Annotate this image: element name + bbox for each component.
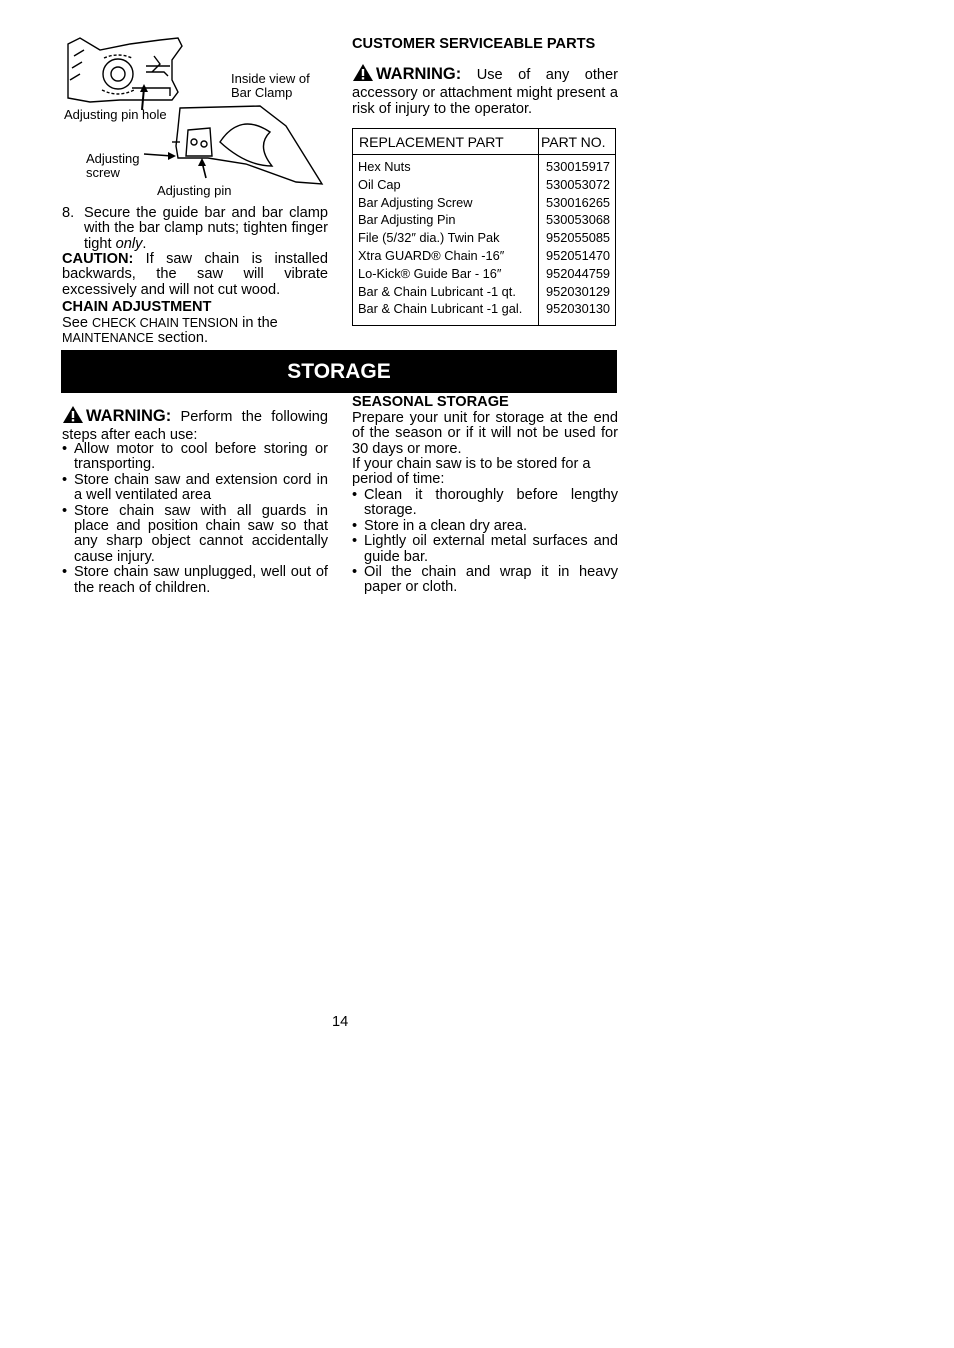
chain-adjustment-post: section. [153, 330, 209, 347]
list-item: • Clean it thoroughly before lengthy storage. [352, 488, 618, 519]
part-number: 530015917 [546, 159, 611, 174]
list-item: • Allow motor to cool before storing or transporting. [62, 442, 328, 473]
step-number: 8. [62, 205, 75, 221]
seasonal-storage-heading: SEASONAL STORAGE [352, 394, 509, 410]
storage-warning-label: WARNING: [86, 407, 172, 425]
parts-table-col-part: REPLACEMENT PART [359, 134, 504, 150]
figure-label-adjusting-pin: Adjusting pin [157, 183, 232, 198]
table-row [353, 212, 615, 230]
part-name: File (5/32″ dia.) Twin Pak [358, 230, 500, 246]
step-text [84, 206, 328, 252]
caution-label: CAUTION: [62, 251, 134, 267]
step-8 [62, 206, 328, 252]
part-number: 952030129 [546, 283, 611, 299]
table-row [353, 301, 615, 319]
step-text-emphasis: only [115, 235, 143, 252]
parts-table [352, 128, 616, 326]
seasonal-storage-paragraph-1: Prepare your unit for storage at the end of the season or if it will not be used for 30 days or more. [352, 410, 618, 457]
list-item: • Lightly oil external metal surfaces and guide bar. [352, 534, 618, 565]
list-item: • Store in a clean dry area. [352, 519, 618, 534]
part-number: 530053072 [546, 176, 611, 192]
step-text-end: . [142, 235, 147, 252]
part-name: Lo-Kick® Guide Bar - 16″ [358, 265, 502, 281]
chain-adjustment-text [62, 316, 328, 347]
parts-warning [352, 63, 618, 117]
table-row [353, 248, 615, 266]
part-number: 952030130 [546, 301, 611, 317]
parts-table-body [353, 159, 615, 319]
warning-icon [62, 405, 84, 428]
part-name: Xtra GUARD® Chain -16″ [358, 247, 505, 263]
table-row [353, 177, 615, 195]
table-row [353, 230, 615, 248]
caution-paragraph [62, 252, 328, 298]
figure-label-inside-view: Inside view of Bar Clamp [231, 71, 310, 100]
caution-text: If saw chain is installed backwards, the saw will vibrate excessively and will not cut wood. [62, 251, 328, 298]
chain-adjustment-heading: CHAIN ADJUSTMENT [62, 299, 212, 315]
parts-warning-label: WARNING: [376, 65, 462, 83]
part-name: Bar & Chain Lubricant -1 gal. [358, 301, 523, 317]
part-number: 952055085 [546, 230, 611, 246]
part-number: 952044759 [546, 265, 611, 281]
list-item: • Store chain saw with all guards in place and position chain saw so that any sharp object cannot accidentally cause injury. [62, 504, 328, 566]
storage-warning [62, 405, 328, 444]
parts-table-col-number: PART NO. [541, 134, 606, 150]
page-number: 14 [332, 1014, 349, 1030]
part-name: Bar & Chain Lubricant -1 qt. [358, 283, 516, 299]
storage-section-title: STORAGE [61, 350, 617, 393]
part-name: Oil Cap [358, 176, 401, 192]
parts-heading: CUSTOMER SERVICEABLE PARTS [352, 36, 596, 52]
chain-adjustment-ref2: MAINTENANCE [62, 331, 154, 346]
warning-icon [352, 63, 374, 86]
table-row [353, 284, 615, 302]
chain-adjustment-ref: CHECK CHAIN TENSION [92, 316, 239, 330]
table-row [353, 266, 615, 284]
step-text-main: Secure the guide bar and bar clamp with the bar clamp nuts; tighten finger tight [84, 205, 328, 252]
part-number: 952051470 [546, 247, 611, 263]
parts-warning-text: Use of any other accessory or attachment might present a risk of injury to the operator. [352, 67, 618, 117]
part-name: Hex Nuts [358, 159, 411, 174]
list-item: • Store chain saw and extension cord in a well ventilated area [62, 473, 328, 504]
part-name: Bar Adjusting Pin [358, 212, 456, 228]
figure-label-adjusting-screw: Adjusting screw [86, 151, 140, 180]
storage-bullet-list [62, 442, 328, 596]
table-row [353, 159, 615, 177]
list-item: • Oil the chain and wrap it in heavy paper or cloth. [352, 565, 618, 596]
chain-adjustment-mid: in the [238, 315, 278, 331]
figure-label-adjusting-pin-hole: Adjusting pin hole [64, 107, 167, 122]
part-number: 530016265 [546, 194, 611, 210]
seasonal-bullet-list [352, 488, 618, 596]
storage-warning-text: Perform the following steps after each use: [62, 409, 328, 444]
list-item: • Store chain saw unplugged, well out of the reach of children. [62, 565, 328, 596]
part-name: Bar Adjusting Screw [358, 194, 473, 210]
part-number: 530053068 [546, 212, 611, 228]
seasonal-storage-paragraph-2: If your chain saw is to be stored for a period of time: [352, 456, 591, 488]
chain-adjustment-pre: See [62, 315, 93, 331]
table-row [353, 195, 615, 213]
